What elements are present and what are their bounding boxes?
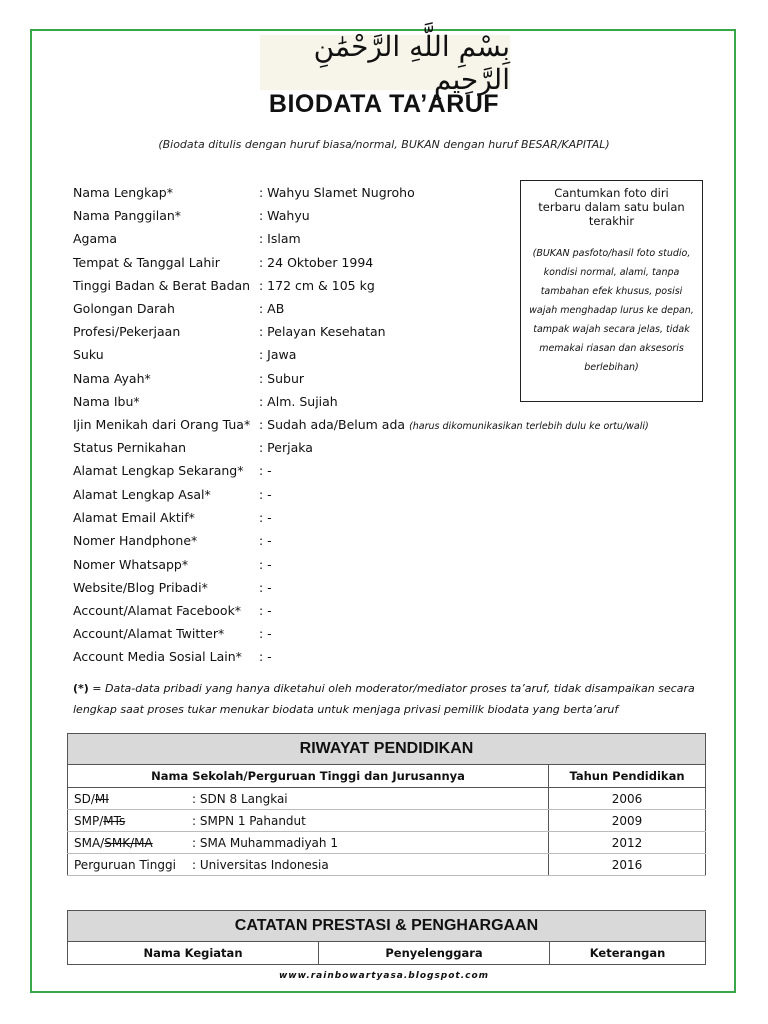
education-level-struck: MI: [94, 791, 109, 806]
education-school-cell: [68, 788, 549, 810]
field-value: : Subur: [259, 371, 305, 386]
field-value: : Islam: [259, 231, 301, 246]
field-value: : 172 cm & 105 kg: [259, 278, 375, 293]
field-value: : -: [259, 533, 272, 548]
field-label: Suku: [73, 347, 104, 362]
education-school: : Universitas Indonesia: [192, 857, 329, 872]
footnote: [73, 678, 713, 720]
education-year: 2009: [549, 810, 706, 832]
education-year: 2012: [549, 832, 706, 854]
education-level: SMP/: [74, 813, 104, 828]
field-label: Alamat Lengkap Asal*: [73, 487, 211, 502]
photo-instruction: Cantumkan foto diri terbaru dalam satu bulan terakhir: [538, 186, 685, 228]
education-table: [67, 733, 706, 876]
table-row: [68, 788, 706, 810]
photo-detail: (BUKAN pasfoto/hasil foto studio, kondisi normal, alami, tanpa tambahan efek khusus, posisi wajah menghadap lurus ke depan, tampak wajah secara jelas, tidak memakai riasan dan aksesoris berlebihan): [529, 248, 694, 373]
field-value: : -: [259, 603, 272, 618]
table-row: [68, 810, 706, 832]
education-level-struck: SMK/MA: [104, 835, 153, 850]
education-col-year: Tahun Pendidikan: [549, 765, 706, 788]
field-value: : Perjaka: [259, 440, 313, 455]
field-label: Nomer Handphone*: [73, 533, 198, 548]
page-title: BIODATA TA’ARUF: [268, 90, 500, 118]
field-label: Tempat & Tanggal Lahir: [73, 255, 220, 270]
field-label: Profesi/Pekerjaan: [73, 324, 181, 339]
education-school-cell: [68, 854, 549, 876]
field-note: (harus dikomunikasikan terlebih dulu ke ortu/wali): [409, 421, 649, 432]
education-school: : SMA Muhammadiyah 1: [192, 835, 338, 850]
field-value: : Wahyu Slamet Nugroho: [259, 185, 415, 200]
footnote-marker: (*): [73, 682, 89, 695]
field-value: : -: [259, 463, 272, 478]
field-label: Nama Lengkap*: [73, 185, 173, 200]
education-level: Perguruan Tinggi: [74, 857, 176, 872]
field-label: Nama Ayah*: [73, 371, 151, 386]
field-value: [259, 416, 649, 436]
achievements-col-organizer: Penyelenggara: [319, 942, 550, 965]
education-title: RIWAYAT PENDIDIKAN: [68, 734, 706, 765]
field-value: : -: [259, 580, 272, 595]
education-level: SD/: [74, 791, 95, 806]
education-year: 2006: [549, 788, 706, 810]
footer-url: www.rainbowartyasa.blogspot.com: [278, 971, 490, 981]
education-school: : SDN 8 Langkai: [192, 791, 288, 806]
achievements-col-note: Keterangan: [550, 942, 706, 965]
field-value: : Pelayan Kesehatan: [259, 324, 386, 339]
education-level-struck: MTs: [103, 813, 126, 828]
achievements-table: [67, 910, 706, 965]
education-level: SMA/: [74, 835, 105, 850]
education-school-cell: [68, 810, 549, 832]
page-subtitle: (Biodata ditulis dengan huruf biasa/normal, BUKAN dengan huruf BESAR/KAPITAL): [158, 138, 610, 151]
education-school-cell: [68, 832, 549, 854]
field-label: Ijin Menikah dari Orang Tua*: [73, 417, 251, 432]
field-value: : -: [259, 557, 272, 572]
field-value: : Jawa: [259, 347, 297, 362]
field-value: : 24 Oktober 1994: [259, 255, 374, 270]
footnote-text: = Data-data pribadi yang hanya diketahui oleh moderator/mediator proses ta’aruf, tidak disampaikan secara lengkap saat proses tukar menukar biodata untuk menjaga privasi pemilik biodata yang berta’aruf: [73, 682, 695, 716]
table-row: [68, 854, 706, 876]
education-col-school: Nama Sekolah/Perguruan Tinggi dan Jurusannya: [68, 765, 549, 788]
field-label: Agama: [73, 231, 117, 246]
field-label: Nama Ibu*: [73, 394, 140, 409]
field-label: Tinggi Badan & Berat Badan: [73, 278, 251, 293]
field-label: Nama Panggilan*: [73, 208, 182, 223]
field-value: : -: [259, 626, 272, 641]
field-value: : Alm. Sujiah: [259, 394, 338, 409]
field-value: : AB: [259, 301, 285, 316]
field-label: Alamat Email Aktif*: [73, 510, 195, 525]
field-label: Status Pernikahan: [73, 440, 187, 455]
education-school: : SMPN 1 Pahandut: [192, 813, 306, 828]
field-label: Account Media Sosial Lain*: [73, 649, 242, 664]
field-value-text: : Sudah ada/Belum ada: [259, 417, 406, 432]
field-label: Alamat Lengkap Sekarang*: [73, 463, 244, 478]
field-label: Golongan Darah: [73, 301, 175, 316]
education-year: 2016: [549, 854, 706, 876]
bismillah-calligraphy: بِسْمِ اللَّهِ الرَّحْمَٰنِ الرَّحِيمِ: [260, 35, 510, 90]
field-value: : -: [259, 487, 272, 502]
field-label: Website/Blog Pribadi*: [73, 580, 208, 595]
field-label: Account/Alamat Twitter*: [73, 626, 225, 641]
field-label: Account/Alamat Facebook*: [73, 603, 242, 618]
achievements-title: CATATAN PRESTASI & PENGHARGAAN: [68, 911, 706, 942]
field-label: Nomer Whatsapp*: [73, 557, 189, 572]
field-value: : -: [259, 649, 272, 664]
photo-placeholder-box: [520, 180, 703, 402]
achievements-col-activity: Nama Kegiatan: [68, 942, 319, 965]
field-value: : Wahyu: [259, 208, 310, 223]
field-value: : -: [259, 510, 272, 525]
table-row: [68, 832, 706, 854]
